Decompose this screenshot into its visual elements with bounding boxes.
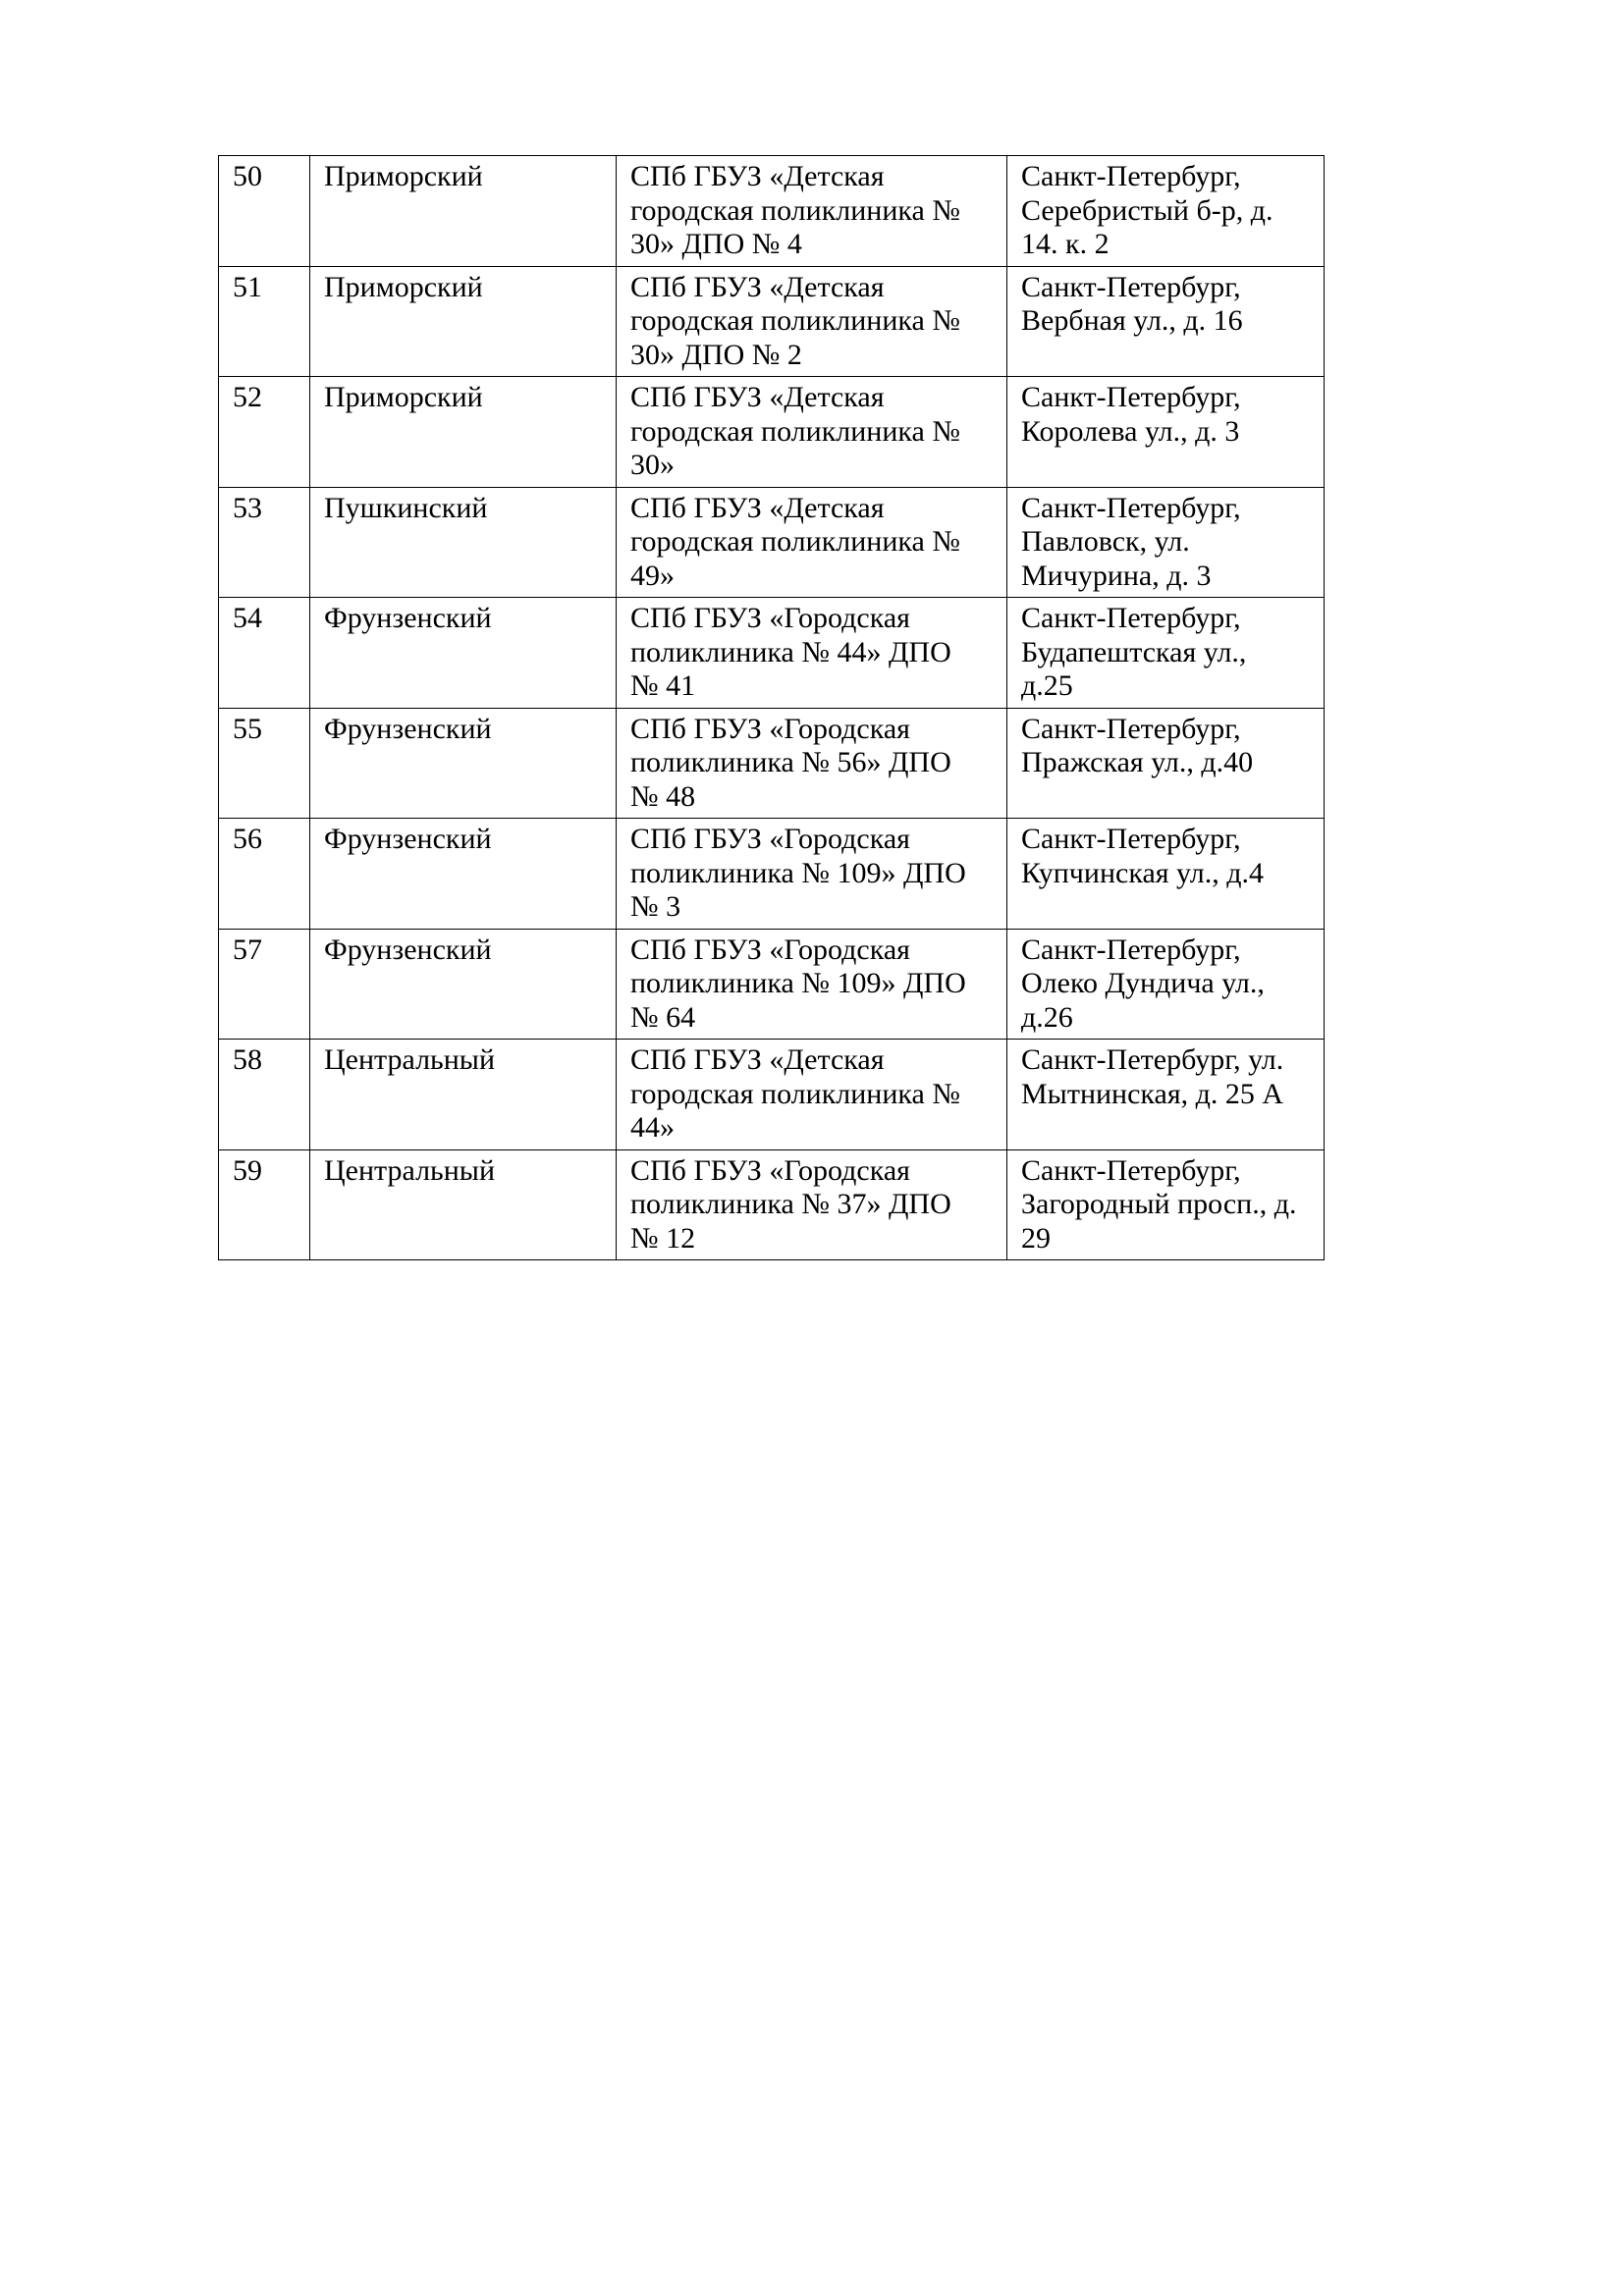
organization-cell	[617, 156, 1007, 267]
organization-cell-text: СПб ГБУЗ «Городская поликлиника № 109» ДПО № 3	[630, 823, 966, 923]
address-cell-text: Санкт-Петербург, Купчинская ул., д.4	[1021, 823, 1264, 889]
address-cell	[1007, 266, 1325, 377]
address-cell-text: Санкт-Петербург, Загородный просп., д. 29	[1021, 1153, 1297, 1255]
district-cell	[310, 156, 617, 267]
organization-cell	[617, 377, 1007, 488]
address-cell-text: Санкт-Петербург, Вербная ул., д. 16	[1021, 270, 1243, 337]
organization-cell	[617, 929, 1007, 1040]
address-cell-text: Санкт-Петербург, Серебристый б-р, д. 14. к. 2	[1021, 160, 1273, 260]
row-number-cell-text: 56	[233, 823, 262, 855]
organization-cell-text: СПб ГБУЗ «Детская городская поликлиника № 30»	[630, 381, 960, 481]
table-row	[219, 708, 1325, 819]
district-cell-text: Центральный	[324, 1043, 496, 1076]
address-cell	[1007, 156, 1325, 267]
row-number-cell	[219, 819, 310, 930]
row-number-cell	[219, 156, 310, 267]
row-number-cell-text: 52	[233, 381, 262, 413]
district-cell	[310, 929, 617, 1040]
district-cell-text: Приморский	[324, 270, 483, 303]
address-cell-text: Санкт-Петербург, Королева ул., д. 3	[1021, 381, 1241, 448]
organization-cell	[617, 266, 1007, 377]
address-cell	[1007, 487, 1325, 598]
row-number-cell	[219, 1149, 310, 1260]
district-cell	[310, 266, 617, 377]
address-cell-text: Санкт-Петербург, Олеко Дундича ул., д.26	[1021, 933, 1265, 1034]
organization-cell-text: СПб ГБУЗ «Детская городская поликлиника № 30» ДПО № 2	[630, 270, 960, 371]
address-cell-text: Санкт-Петербург, ул. Мытнинская, д. 25 А	[1021, 1043, 1284, 1110]
row-number-cell-text: 53	[233, 491, 262, 524]
row-number-cell-text: 57	[233, 933, 262, 966]
address-cell	[1007, 708, 1325, 819]
organization-cell	[617, 708, 1007, 819]
district-cell-text: Фрунзенский	[324, 712, 492, 745]
district-cell	[310, 819, 617, 930]
organization-cell	[617, 1040, 1007, 1150]
address-cell-text: Санкт-Петербург, Будапештская ул., д.25	[1021, 602, 1247, 702]
address-cell	[1007, 819, 1325, 930]
row-number-cell-text: 58	[233, 1043, 262, 1076]
table-row	[219, 819, 1325, 930]
row-number-cell	[219, 487, 310, 598]
address-cell-text: Санкт-Петербург, Пражская ул., д.40	[1021, 712, 1254, 778]
row-number-cell-text: 51	[233, 270, 262, 303]
address-cell	[1007, 929, 1325, 1040]
organization-cell-text: СПб ГБУЗ «Детская городская поликлиника № 30» ДПО № 4	[630, 160, 960, 260]
organization-cell	[617, 1149, 1007, 1260]
district-cell-text: Фрунзенский	[324, 823, 492, 855]
table-row	[219, 487, 1325, 598]
row-number-cell	[219, 929, 310, 1040]
address-cell	[1007, 377, 1325, 488]
organization-cell	[617, 487, 1007, 598]
row-number-cell-text: 54	[233, 602, 262, 634]
district-cell	[310, 1040, 617, 1150]
organization-cell-text: СПб ГБУЗ «Городская поликлиника № 44» ДПО № 41	[630, 602, 951, 702]
row-number-cell	[219, 377, 310, 488]
address-cell	[1007, 598, 1325, 709]
district-cell-text: Приморский	[324, 381, 483, 413]
row-number-cell	[219, 708, 310, 819]
table-row	[219, 929, 1325, 1040]
table-row	[219, 598, 1325, 709]
table-row	[219, 266, 1325, 377]
district-cell	[310, 598, 617, 709]
table-row	[219, 1040, 1325, 1150]
district-cell-text: Фрунзенский	[324, 602, 492, 634]
table-row	[219, 377, 1325, 488]
clinics-table	[218, 155, 1325, 1260]
row-number-cell-text: 55	[233, 712, 262, 745]
organization-cell-text: СПб ГБУЗ «Городская поликлиника № 109» ДПО № 64	[630, 933, 966, 1034]
district-cell-text: Приморский	[324, 160, 483, 192]
row-number-cell-text: 50	[233, 160, 262, 192]
organization-cell	[617, 598, 1007, 709]
organization-cell-text: СПб ГБУЗ «Детская городская поликлиника № 44»	[630, 1043, 960, 1144]
table-row	[219, 156, 1325, 267]
district-cell	[310, 1149, 617, 1260]
address-cell-text: Санкт-Петербург, Павловск, ул. Мичурина, д. 3	[1021, 491, 1241, 592]
address-cell	[1007, 1040, 1325, 1150]
organization-cell-text: СПб ГБУЗ «Детская городская поликлиника № 49»	[630, 491, 960, 592]
district-cell	[310, 487, 617, 598]
organization-cell-text: СПб ГБУЗ «Городская поликлиника № 56» ДПО № 48	[630, 712, 951, 813]
district-cell-text: Пушкинский	[324, 491, 488, 524]
organization-cell-text: СПб ГБУЗ «Городская поликлиника № 37» ДПО № 12	[630, 1153, 951, 1255]
row-number-cell	[219, 598, 310, 709]
clinics-table-body	[219, 156, 1325, 1260]
district-cell-text: Центральный	[324, 1153, 496, 1187]
row-number-cell	[219, 266, 310, 377]
row-number-cell-text: 59	[233, 1153, 262, 1187]
organization-cell	[617, 819, 1007, 930]
district-cell	[310, 377, 617, 488]
address-cell	[1007, 1149, 1325, 1260]
district-cell-text: Фрунзенский	[324, 933, 492, 966]
row-number-cell	[219, 1040, 310, 1150]
district-cell	[310, 708, 617, 819]
table-row	[219, 1149, 1325, 1260]
